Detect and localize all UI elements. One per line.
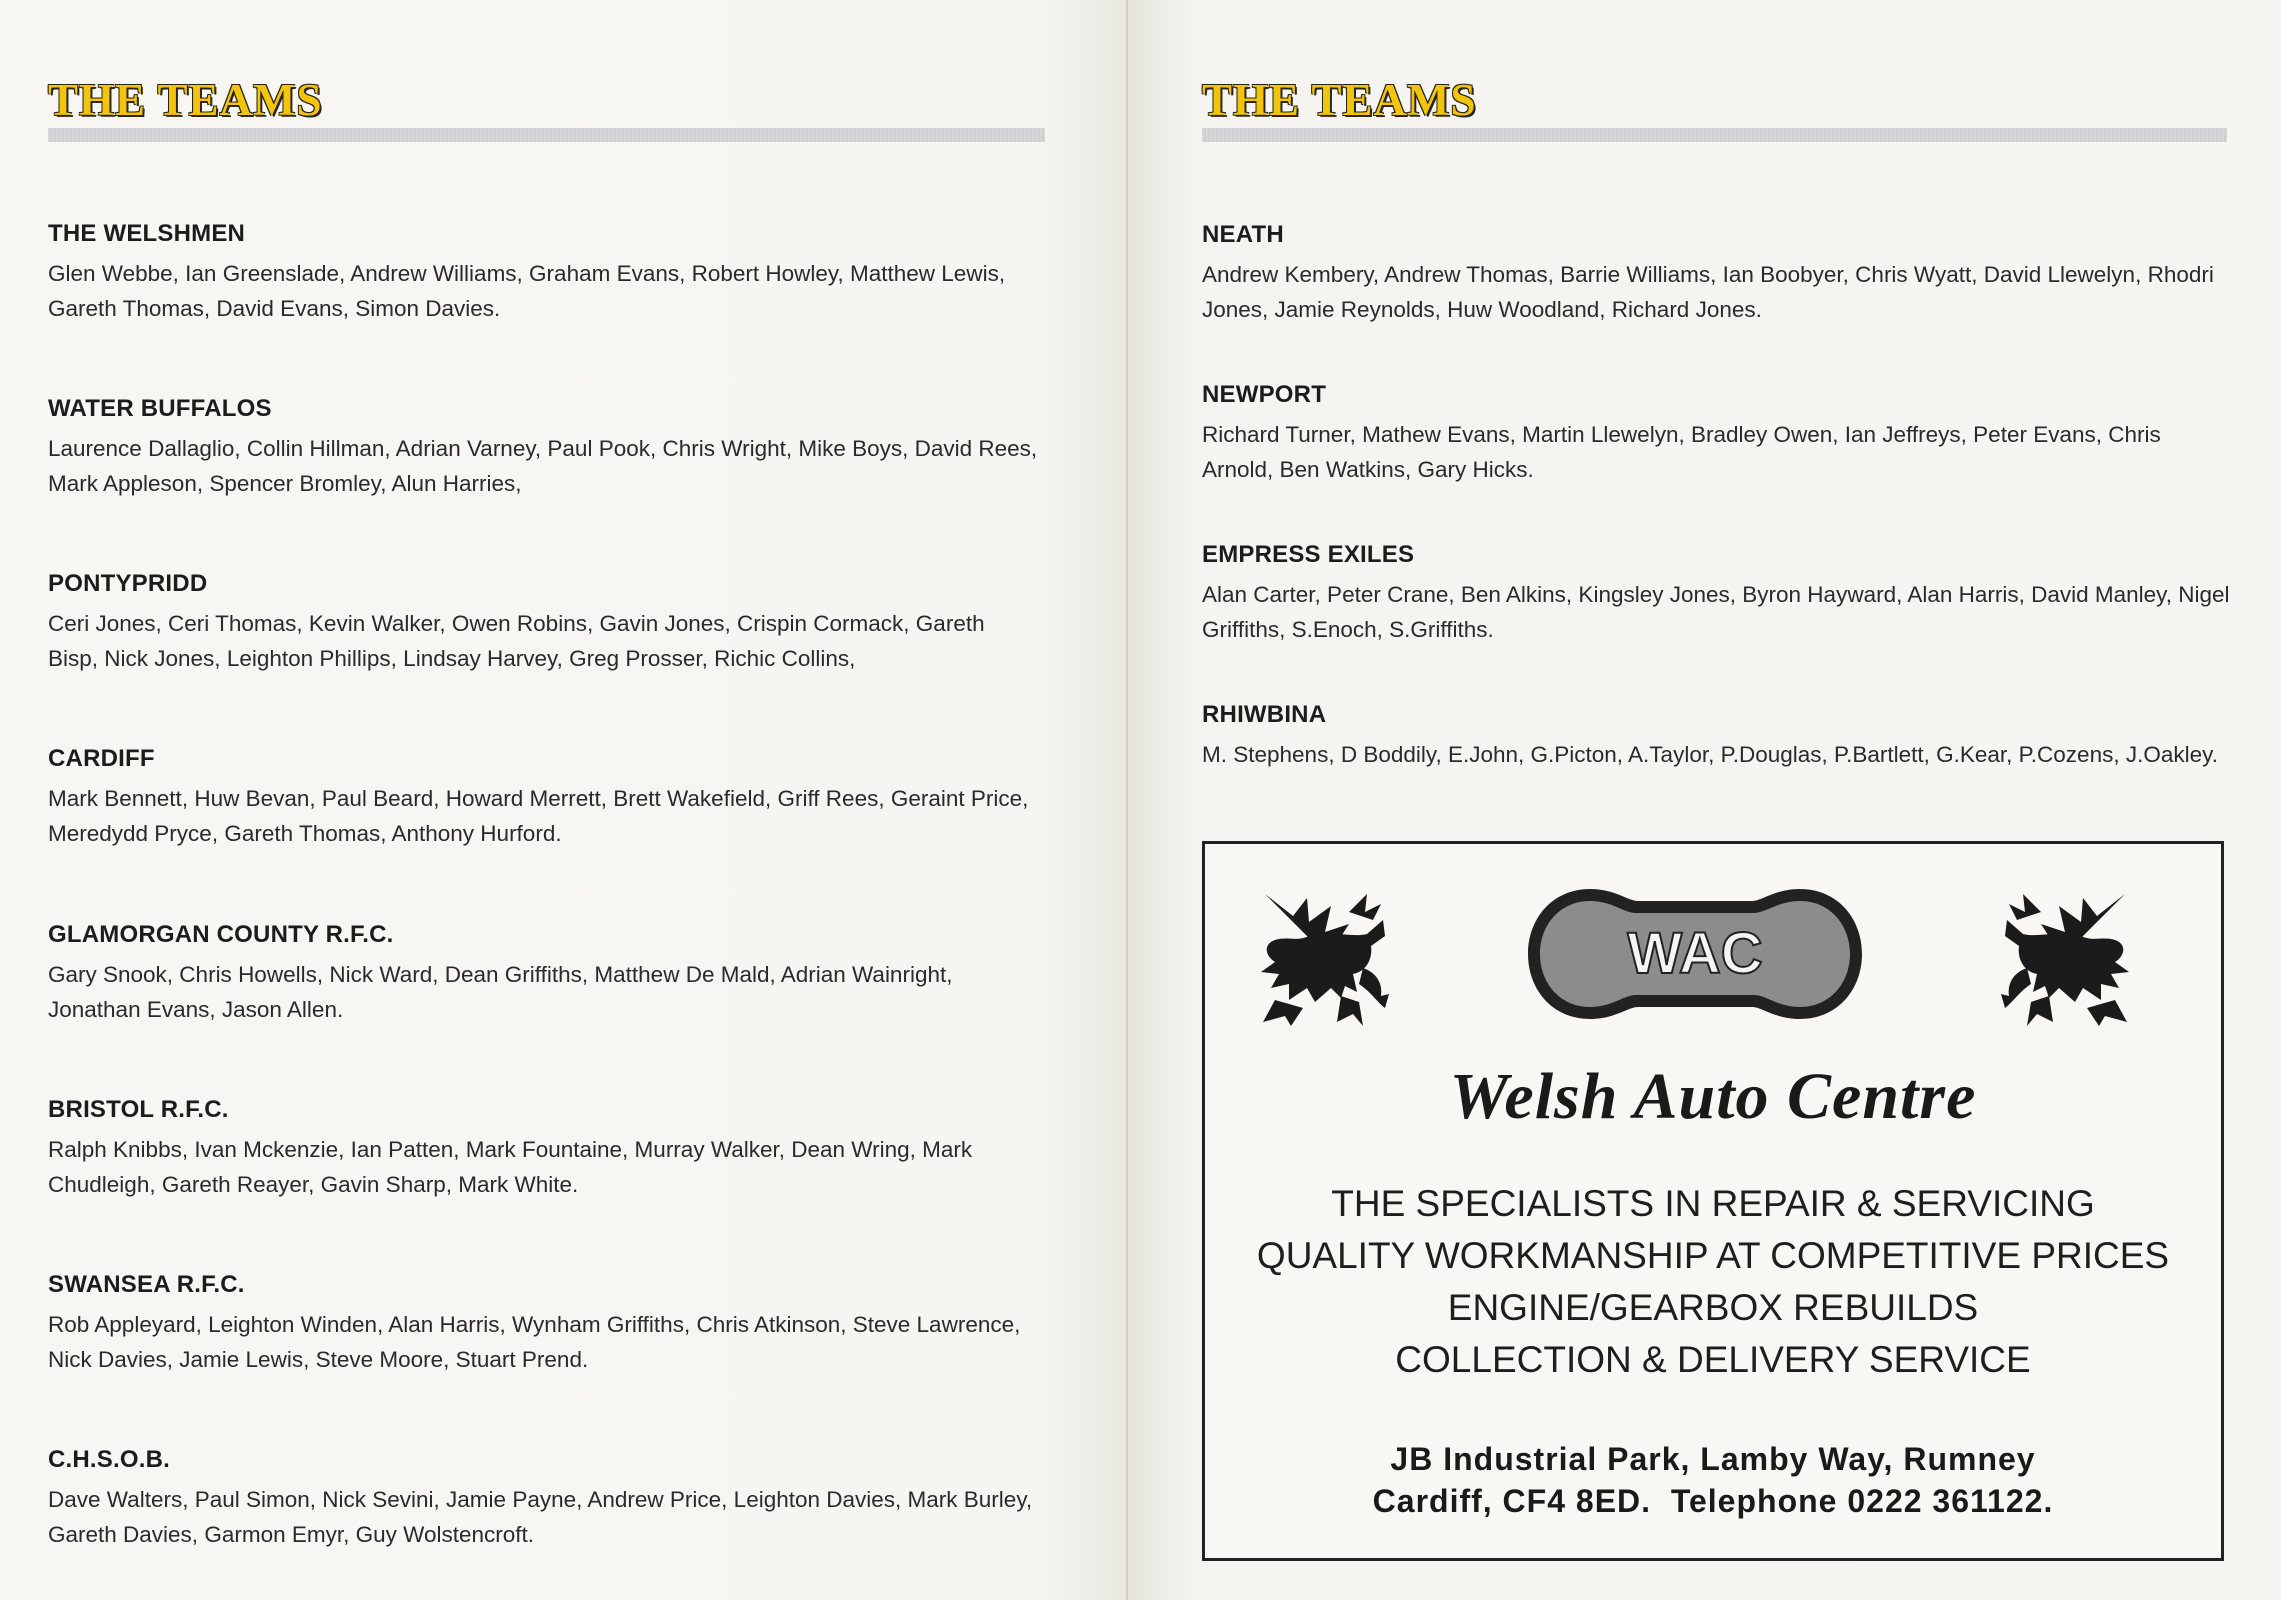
team-block	[48, 395, 1038, 501]
title-rule	[48, 128, 1045, 142]
address-line: JB Industrial Park, Lamby Way, Rumney	[1390, 1441, 2036, 1477]
team-players: Ralph Knibbs, Ivan Mckenzie, Ian Patten, Mark Fountaine, Murray Walker, Dean Wring, Mark Chudleigh, Gareth Reayer, Gavin Sharp, Mark White.	[48, 1137, 973, 1197]
team-players: Ceri Jones, Ceri Thomas, Kevin Walker, Owen Robins, Gavin Jones, Crispin Cormack, Gareth Bisp, Nick Jones, Leighton Phillips, Lindsay Harvey, Greg Prosser, Richic Collins,	[48, 611, 985, 671]
team-players: Gary Snook, Chris Howells, Nick Ward, Dean Griffiths, Matthew De Mald, Adrian Wainright, Jonathan Evans, Jason Allen.	[48, 962, 953, 1022]
service-line: ENGINE/GEARBOX REBUILDS	[1447, 1287, 1979, 1328]
team-players: Andrew Kembery, Andrew Thomas, Barrie Williams, Ian Boobyer, Chris Wyatt, David Llewelyn, Rhodri Jones, Jamie Reynolds, Huw Woodland, Richard Jones.	[1202, 262, 2214, 322]
advert-box	[1202, 841, 2224, 1561]
team-players: Mark Bennett, Huw Bevan, Paul Beard, Howard Merrett, Brett Wakefield, Griff Rees, Geraint Price, Meredydd Pryce, Gareth Thomas, Anthony Hurford.	[48, 786, 1029, 846]
team-block	[48, 220, 1038, 326]
team-block	[48, 745, 1038, 851]
welsh-dragon-icon	[1995, 876, 2145, 1036]
address-block	[1205, 1438, 2221, 1522]
team-block	[48, 1096, 1038, 1202]
team-players: Alan Carter, Peter Crane, Ben Alkins, Kingsley Jones, Byron Hayward, Alan Harris, David Manley, Nigel Griffiths, S.Enoch, S.Griffiths.	[1202, 582, 2230, 642]
title-rule	[1202, 128, 2227, 142]
left-page	[0, 0, 1128, 1600]
team-name: GLAMORGAN COUNTY R.F.C.	[48, 921, 394, 948]
team-players: M. Stephens, D Boddily, E.John, G.Picton, A.Taylor, P.Douglas, P.Bartlett, G.Kear, P.Cozens, J.Oakley.	[1202, 742, 2218, 767]
team-name: RHIWBINA	[1202, 701, 1327, 728]
team-name: THE WELSHMEN	[48, 220, 246, 247]
brand-name: Welsh Auto Centre	[1449, 1060, 1977, 1133]
team-players: Glen Webbe, Ian Greenslade, Andrew Williams, Graham Evans, Robert Howley, Matthew Lewis, Gareth Thomas, David Evans, Simon Davies.	[48, 261, 1006, 321]
team-block	[48, 1446, 1038, 1552]
address-line: Cardiff, CF4 8ED. Telephone 0222 361122.	[1372, 1483, 2054, 1519]
team-name: SWANSEA R.F.C.	[48, 1271, 245, 1298]
team-name: C.H.S.O.B.	[48, 1446, 171, 1473]
welsh-dragon-icon	[1245, 876, 1395, 1036]
team-name: PONTYPRIDD	[48, 570, 208, 597]
service-line: COLLECTION & DELIVERY SERVICE	[1395, 1339, 2031, 1380]
team-name: EMPRESS EXILES	[1202, 541, 1415, 568]
service-line: THE SPECIALISTS IN REPAIR & SERVICING	[1331, 1183, 2095, 1224]
wac-logo-text: WAC	[1627, 921, 1763, 986]
page-title: THE TEAMS	[48, 75, 323, 125]
team-block	[1202, 541, 2232, 647]
wac-logo	[1520, 879, 1870, 1029]
page-title: THE TEAMS	[1202, 75, 1477, 125]
team-block	[48, 570, 1038, 676]
team-name: BRISTOL R.F.C.	[48, 1096, 229, 1123]
team-block	[48, 921, 1038, 1027]
team-players: Rob Appleyard, Leighton Winden, Alan Harris, Wynham Griffiths, Chris Atkinson, Steve Lawrence, Nick Davies, Jamie Lewis, Steve Moore, Stuart Prend.	[48, 1312, 1021, 1372]
team-players: Dave Walters, Paul Simon, Nick Sevini, Jamie Payne, Andrew Price, Leighton Davies, Mark Burley, Gareth Davies, Garmon Emyr, Guy Wolstencroft.	[48, 1487, 1033, 1547]
team-name: WATER BUFFALOS	[48, 395, 272, 422]
team-name: NEWPORT	[1202, 381, 1327, 408]
team-players: Laurence Dallaglio, Collin Hillman, Adrian Varney, Paul Pook, Chris Wright, Mike Boys, David Rees, Mark Appleson, Spencer Bromley, Alun Harries,	[48, 436, 1038, 496]
service-line: QUALITY WORKMANSHIP AT COMPETITIVE PRICES	[1256, 1235, 2170, 1276]
team-players: Richard Turner, Mathew Evans, Martin Llewelyn, Bradley Owen, Ian Jeffreys, Peter Evans, Chris Arnold, Ben Watkins, Gary Hicks.	[1202, 422, 2161, 482]
team-block	[1202, 381, 2232, 487]
team-name: NEATH	[1202, 221, 1284, 248]
team-block	[1202, 221, 2232, 327]
right-page	[1128, 0, 2281, 1600]
team-block	[1202, 701, 2232, 772]
services-list	[1205, 1178, 2221, 1386]
team-block	[48, 1271, 1038, 1377]
team-name: CARDIFF	[48, 745, 155, 772]
